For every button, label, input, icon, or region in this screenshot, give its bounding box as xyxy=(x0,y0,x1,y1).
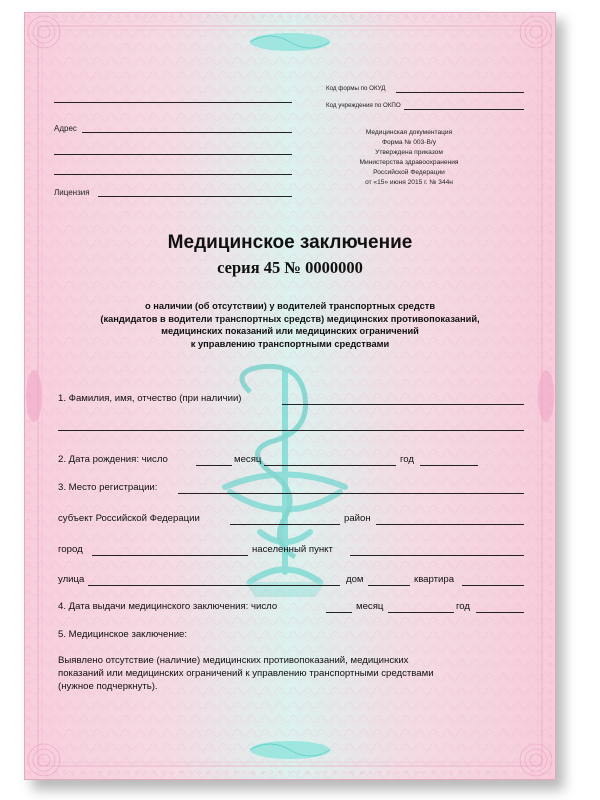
subtitle-line: медицинских показаний или медицинских ограничений xyxy=(161,326,419,336)
issue-year-label: год xyxy=(456,601,471,612)
registration-line[interactable] xyxy=(178,493,524,494)
document-sheet xyxy=(24,12,556,780)
issue-month-line[interactable] xyxy=(388,612,454,613)
fio-label: 1. Фамилия, имя, отчество (при наличии) xyxy=(58,393,242,404)
bowl-of-hygieia-icon xyxy=(190,352,380,612)
license-label: Лицензия xyxy=(54,188,90,197)
document-subtitle xyxy=(24,300,556,350)
conclusion-line: показаний или медицинских ограничений к управлению транспортными средствами xyxy=(58,668,434,679)
issue-day-line[interactable] xyxy=(326,612,352,613)
subject-label: субъект Российской Федерации xyxy=(58,513,200,524)
birth-month-line[interactable] xyxy=(264,465,396,466)
settlement-line[interactable] xyxy=(350,555,524,556)
issue-month-label: месяц xyxy=(356,601,384,612)
birth-year-line[interactable] xyxy=(420,465,478,466)
conclusion-line: (нужное подчеркнуть). xyxy=(58,681,158,692)
street-line[interactable] xyxy=(88,585,340,586)
address-line-2[interactable] xyxy=(54,154,292,155)
birth-month-label: месяц xyxy=(234,454,262,465)
okud-line[interactable] xyxy=(396,92,524,93)
fio-input-line-2[interactable] xyxy=(58,430,524,431)
conclusion-line: Выявлено отсутствие (наличие) медицинских противопоказаний, медицинских xyxy=(58,655,409,666)
okud-label: Код формы по ОКУД xyxy=(326,85,386,92)
okpo-label: Код учреждения по ОКПО xyxy=(326,102,401,109)
street-label: улица xyxy=(58,574,85,585)
house-label: дом xyxy=(346,574,364,585)
address-line-3[interactable] xyxy=(54,174,292,175)
conclusion-label: 5. Медицинское заключение: xyxy=(58,629,188,640)
organization-line[interactable] xyxy=(54,102,292,103)
license-line[interactable] xyxy=(98,196,292,197)
series-number: серия 45 № 0000000 xyxy=(217,258,363,277)
birth-day-line[interactable] xyxy=(196,465,232,466)
fio-input-line[interactable] xyxy=(282,404,524,405)
approval-block xyxy=(314,128,504,188)
district-line[interactable] xyxy=(376,524,524,525)
subtitle-line: к управлению транспортными средствами xyxy=(190,338,390,349)
issue-date-label: 4. Дата выдачи медицинского заключения: число xyxy=(58,601,278,612)
apartment-label: квартира xyxy=(414,574,455,585)
city-line[interactable] xyxy=(92,555,248,556)
house-line[interactable] xyxy=(368,585,410,586)
district-label: район xyxy=(344,513,371,524)
okpo-line[interactable] xyxy=(404,109,524,110)
approval-line: Российской Федерации xyxy=(373,169,445,176)
approval-line: Форма № 003-В/у xyxy=(381,139,436,146)
approval-line: от «15» июня 2015 г. № 344н xyxy=(365,179,453,186)
document-title: Медицинское заключение xyxy=(167,232,413,253)
conclusion-text xyxy=(58,654,528,693)
birth-label: 2. Дата рождения: число xyxy=(58,454,168,465)
apartment-line[interactable] xyxy=(462,585,524,586)
subject-line[interactable] xyxy=(230,524,340,525)
address-line[interactable] xyxy=(82,132,292,133)
city-label: город xyxy=(58,544,83,555)
subtitle-line: (кандидатов в водители транспортных средств) медицинских противопоказаний, xyxy=(100,313,480,324)
issue-year-line[interactable] xyxy=(476,612,524,613)
approval-line: Утверждена приказом xyxy=(375,149,443,156)
registration-label: 3. Место регистрации: xyxy=(58,482,158,493)
approval-line: Медицинская документация xyxy=(365,129,453,136)
subtitle-line: о наличии (об отсутствии) у водителей транспортных средств xyxy=(144,301,436,311)
birth-year-label: год xyxy=(400,454,415,465)
address-label: Адрес xyxy=(54,124,77,133)
approval-line: Министерства здравоохранения xyxy=(359,159,459,166)
settlement-label: населенный пункт xyxy=(252,544,333,555)
